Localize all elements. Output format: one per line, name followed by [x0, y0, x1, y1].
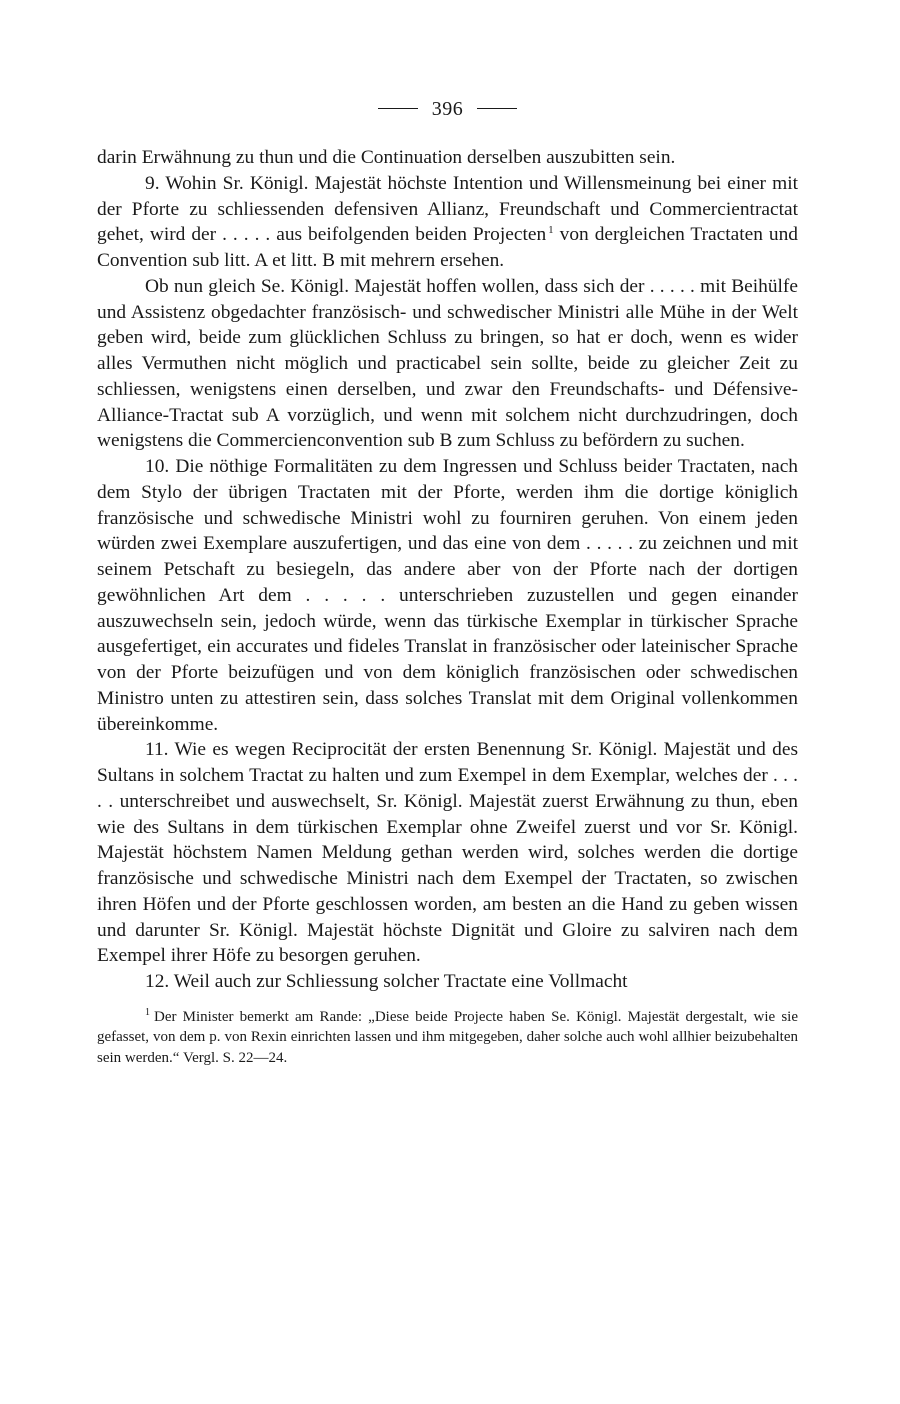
footnote [97, 1007, 798, 1069]
page-number: 396 [431, 98, 464, 120]
footnote-mark: 1 [145, 1006, 150, 1018]
paragraph-section-9 [97, 171, 798, 274]
paragraph-section-10: 10. Die nöthige Formalitäten zu dem Ingressen und Schluss beider Tractaten, nach dem Stylo der übrigen Tractaten mit der Pforte, werden ihm die dortige königlich französische und schwedische Ministri wohl zu fourniren geruhen. Von einem jeden würden zwei Exemplare auszufertigen, und das eine von dem . . . . . zu zeichnen und mit seinem Petschaft zu besiegeln, das andere aber von der Pforte nach der dortigen gewöhnlichen Art dem . . . . . unterschrieben zuzustellen und gegen einander auszuwechseln sein, jedoch würde, wenn das türkische Exemplar in türkischer Sprache ausgefertiget, ein accurates und fideles Translat in französischer oder lateinischer Sprache von der Pforte beizufügen und von dem königlich französischen oder schwedischen Ministro unten zu attestiren sein, dass solches Translat mit dem Original vollenkommen übereinkomme. [97, 456, 798, 735]
header-dash-right [477, 108, 517, 109]
footnotes [97, 1007, 798, 1069]
header-dash-left [378, 108, 418, 109]
body-text [97, 145, 798, 995]
page-header [97, 95, 798, 145]
paragraph-continuation: darin Erwähnung zu thun und die Continuation derselben auszubitten sein. [97, 147, 676, 168]
paragraph-section-11: 11. Wie es wegen Reciprocität der ersten Benennung Sr. Königl. Majestät und des Sultans in solchem Tractat zu halten und zum Exempel in dem Exemplar, welches der . . . . . unterschreibet und auswechselt, Sr. Königl. Majestät zuerst Erwähnung zu thun, eben wie des Sultans in dem türkischen Exemplar ohne Zweifel zuerst und vor Sr. Königl. Majestät höchstem Namen Meldung gethan werden wird, solches werden die dortige französische und schwedische Ministri nach dem Exempel der Tractaten, so zwischen ihren Höfen und der Pforte geschlossen worden, am besten an die Hand zu geben wissen und darunter Sr. Königl. Majestät höchste Dignität und Gloire zu salviren nach dem Exempel ihrer Höfe zu besorgen geruhen. [97, 739, 798, 967]
footnote-reference: 1 [548, 223, 554, 236]
section-9-text-cont: von dergleichen Tractaten und Convention sub litt. A et litt. B mit mehrern ersehen. [97, 224, 799, 271]
section-9-text: 9. Wohin Sr. Königl. Majestät höchste Intention und Willensmeinung bei einer mit der Pforte zu schliessenden defensiven Allianz, Freundschaft und Commercientractat gehet, wird der . . . . . aus beifolgenden beiden Projecten [97, 172, 798, 246]
paragraph-section-12: 12. Weil auch zur Schliessung solcher Tractate eine Vollmacht [145, 971, 628, 992]
book-page [97, 95, 798, 1068]
footnote-text: Der Minister bemerkt am Rande: „Diese beide Projecte haben Se. Königl. Majestät dergestalt, wie sie gefasset, von dem p. von Rexin einrichten lassen und ihm mitgegeben, daher solche auch wohl allhier beizubehalten sein werden.“ Vergl. S. 22—24. [97, 1008, 798, 1066]
paragraph-ob-nun: Ob nun gleich Se. Königl. Majestät hoffen wollen, dass sich der . . . . . mit Beihülfe und Assistenz obgedachter französisch- und schwedischer Ministri alle Mühe in der Welt geben wird, beide zum glücklichen Schluss zu bringen, so hat er doch, wenn es wider alles Vermuthen nicht möglich und practicabel sein sollte, beide zu gleicher Zeit zu schliessen, wenigstens einen derselben, und zwar den Freundschafts- und Défensive-Alliance-Tractat sub A vorzüglich, und wenn mit solchem nicht durchzudringen, doch wenigstens die Commercienconvention sub B zum Schluss zu befördern zu suchen. [97, 275, 798, 452]
